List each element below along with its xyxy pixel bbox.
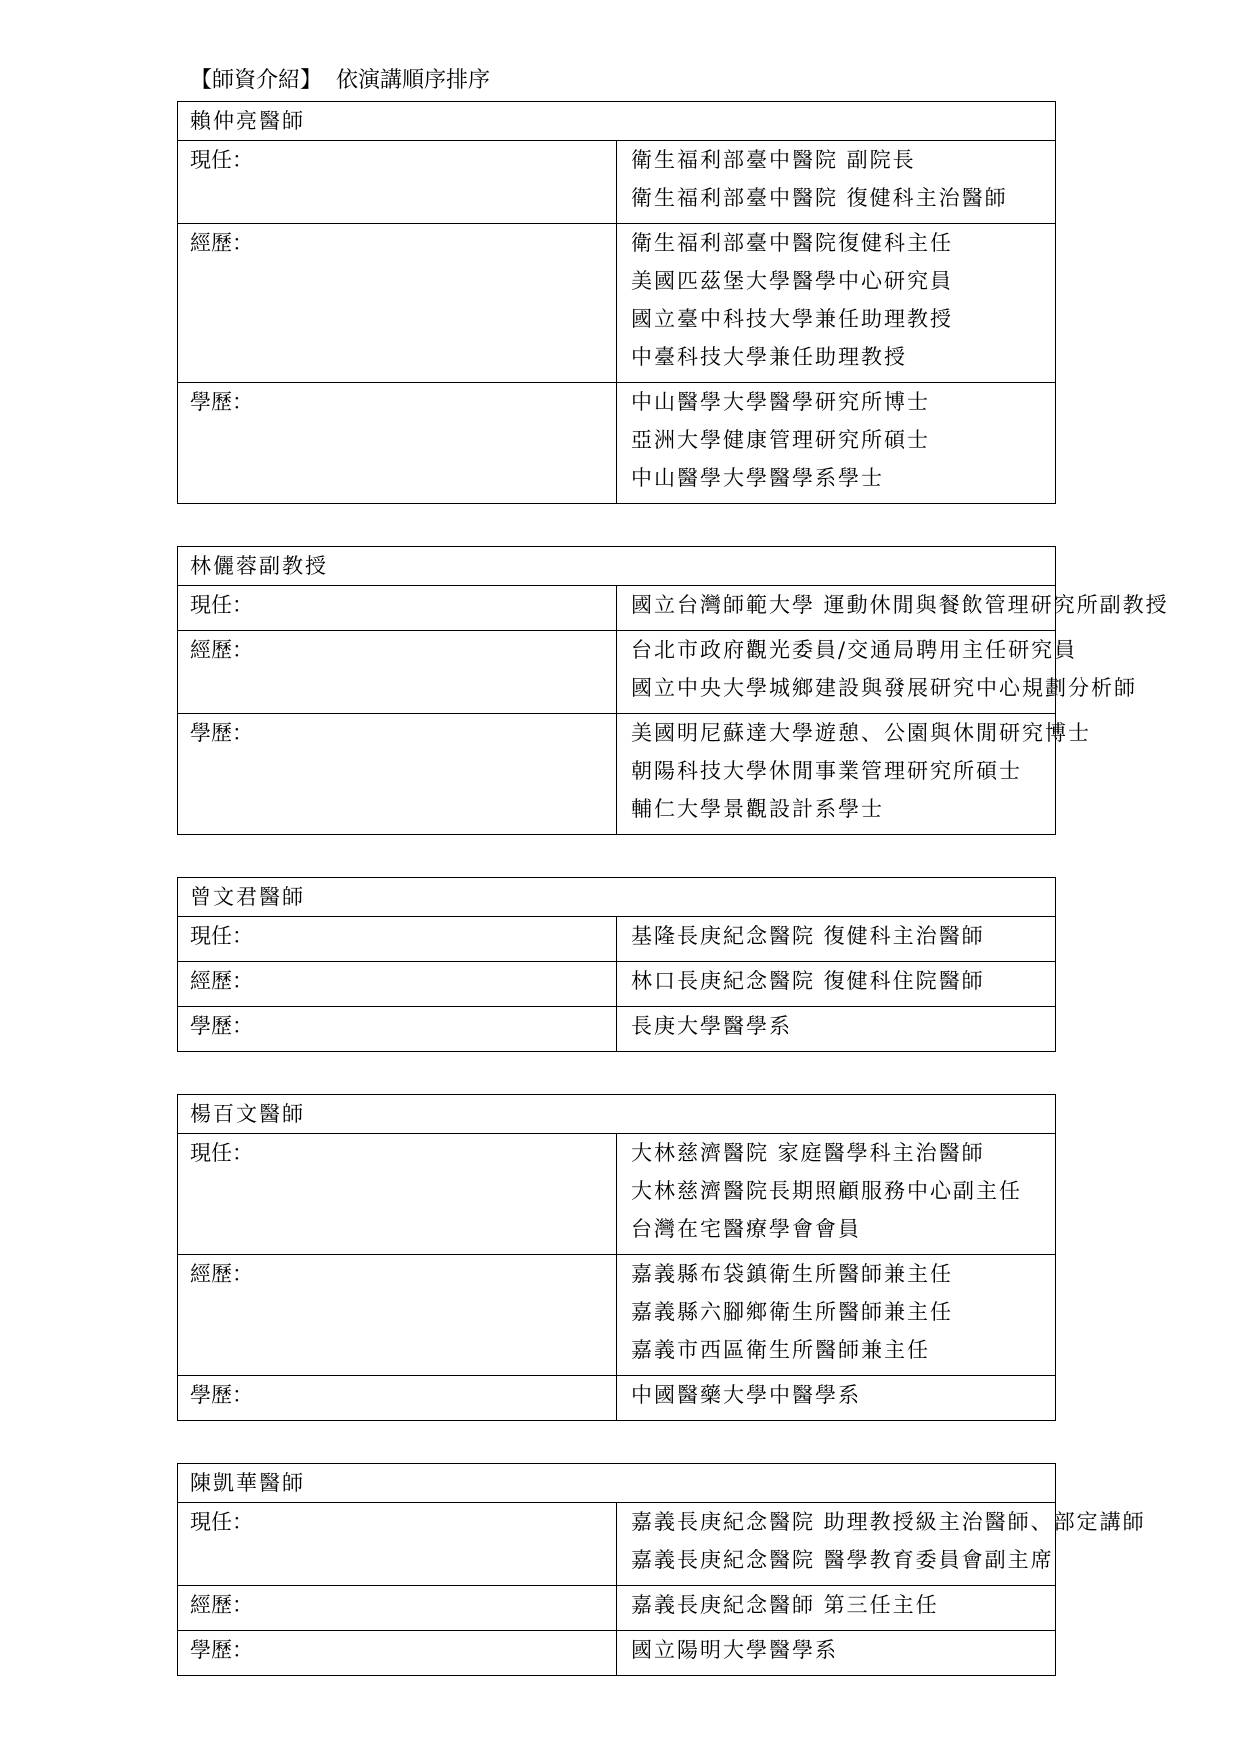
section-row [178, 1007, 1056, 1052]
section-label: 現任： [178, 1134, 617, 1255]
section-label: 現任： [178, 917, 617, 962]
section-row [178, 586, 1056, 631]
section-label: 經歷： [178, 224, 617, 383]
section-item: 衛生福利部臺中醫院 副院長 [631, 148, 916, 172]
section-items [617, 1134, 1056, 1255]
section-label: 現任： [178, 586, 617, 631]
section-items [617, 586, 1169, 631]
section-label: 現任： [178, 1503, 617, 1586]
section-item: 大林慈濟醫院 家庭醫學科主治醫師 [631, 1141, 985, 1165]
section-item: 國立中央大學城鄉建設與發展研究中心規劃分析師 [631, 676, 1137, 700]
section-items [617, 1631, 1056, 1676]
speaker-name: 林儷蓉副教授 [178, 547, 1056, 586]
speaker-table [177, 546, 1169, 835]
section-items [617, 383, 1056, 504]
page-header [190, 66, 490, 96]
section-item: 美國明尼蘇達大學遊憩、公園與休閒研究博士 [631, 721, 1091, 745]
speaker-tables [177, 101, 1169, 1718]
section-item: 輔仁大學景觀設計系學士 [631, 797, 884, 821]
section-label: 學歷： [178, 714, 617, 835]
section-item: 朝陽科技大學休閒事業管理研究所碩士 [631, 759, 1022, 783]
section-items [617, 917, 1056, 962]
section-item: 國立臺中科技大學兼任助理教授 [631, 307, 953, 331]
section-row [178, 917, 1056, 962]
section-row [178, 631, 1056, 714]
section-label: 經歷： [178, 631, 617, 714]
section-items [617, 631, 1137, 714]
speaker-table [177, 1463, 1146, 1676]
section-item: 中山醫學大學醫學系學士 [631, 466, 884, 490]
section-items [617, 1503, 1146, 1586]
section-item: 美國匹茲堡大學醫學中心研究員 [631, 269, 953, 293]
speaker-name-row [178, 1464, 1056, 1503]
section-label: 學歷： [178, 383, 617, 504]
section-items [617, 224, 1056, 383]
section-item: 中臺科技大學兼任助理教授 [631, 345, 907, 369]
section-row [178, 1631, 1056, 1676]
section-row [178, 714, 1056, 835]
section-item: 衛生福利部臺中醫院 復健科主治醫師 [631, 186, 1008, 210]
section-row [178, 1134, 1056, 1255]
section-item: 嘉義長庚紀念醫師 第三任主任 [631, 1593, 939, 1617]
speaker-name: 楊百文醫師 [178, 1095, 1056, 1134]
section-items [617, 1007, 1056, 1052]
speaker-name: 曾文君醫師 [178, 878, 1056, 917]
section-label: 經歷： [178, 1255, 617, 1376]
section-item: 嘉義長庚紀念醫院 助理教授級主治醫師、部定講師 [631, 1510, 1146, 1534]
section-label: 學歷： [178, 1007, 617, 1052]
section-item: 衛生福利部臺中醫院復健科主任 [631, 231, 953, 255]
sort-note: 依演講順序排序 [336, 68, 491, 93]
section-label: 學歷： [178, 1631, 617, 1676]
section-item: 亞洲大學健康管理研究所碩士 [631, 428, 930, 452]
speaker-name-row [178, 102, 1056, 141]
section-row [178, 962, 1056, 1007]
section-row [178, 1376, 1056, 1421]
section-row [178, 383, 1056, 504]
section-item: 台北市政府觀光委員/交通局聘用主任研究員 [631, 638, 1078, 662]
section-item: 基隆長庚紀念醫院 復健科主治醫師 [631, 924, 985, 948]
section-item: 國立台灣師範大學 運動休閒與餐飲管理研究所副教授 [631, 593, 1169, 617]
speaker-name: 陳凱華醫師 [178, 1464, 1056, 1503]
section-item: 嘉義縣布袋鎮衛生所醫師兼主任 [631, 1262, 953, 1286]
speaker-name: 賴仲亮醫師 [178, 102, 1056, 141]
section-row [178, 1503, 1056, 1586]
section-item: 嘉義市西區衛生所醫師兼主任 [631, 1338, 930, 1362]
section-item: 嘉義長庚紀念醫院 醫學教育委員會副主席 [631, 1548, 1054, 1572]
section-label: 經歷： [178, 1586, 617, 1631]
section-label: 經歷： [178, 962, 617, 1007]
section-item: 中國醫藥大學中醫學系 [631, 1383, 861, 1407]
speaker-table [177, 101, 1056, 504]
section-row [178, 1255, 1056, 1376]
section-row [178, 1586, 1056, 1631]
speaker-name-row [178, 878, 1056, 917]
section-items [617, 1586, 1056, 1631]
speaker-name-row [178, 1095, 1056, 1134]
section-item: 中山醫學大學醫學研究所博士 [631, 390, 930, 414]
section-items [617, 962, 1056, 1007]
section-label: 現任： [178, 141, 617, 224]
section-row [178, 141, 1056, 224]
section-items [617, 141, 1056, 224]
section-item: 國立陽明大學醫學系 [631, 1638, 838, 1662]
speaker-name-row [178, 547, 1056, 586]
section-item: 嘉義縣六腳鄉衛生所醫師兼主任 [631, 1300, 953, 1324]
section-items [617, 714, 1091, 835]
speaker-table [177, 1094, 1056, 1421]
section-item: 長庚大學醫學系 [631, 1014, 792, 1038]
page-title: 【師資介紹】 [190, 68, 323, 93]
section-item: 大林慈濟醫院長期照顧服務中心副主任 [631, 1179, 1022, 1203]
section-items [617, 1376, 1056, 1421]
section-item: 林口長庚紀念醫院 復健科住院醫師 [631, 969, 985, 993]
section-row [178, 224, 1056, 383]
section-label: 學歷： [178, 1376, 617, 1421]
section-items [617, 1255, 1056, 1376]
section-item: 台灣在宅醫療學會會員 [631, 1217, 861, 1241]
speaker-table [177, 877, 1056, 1052]
